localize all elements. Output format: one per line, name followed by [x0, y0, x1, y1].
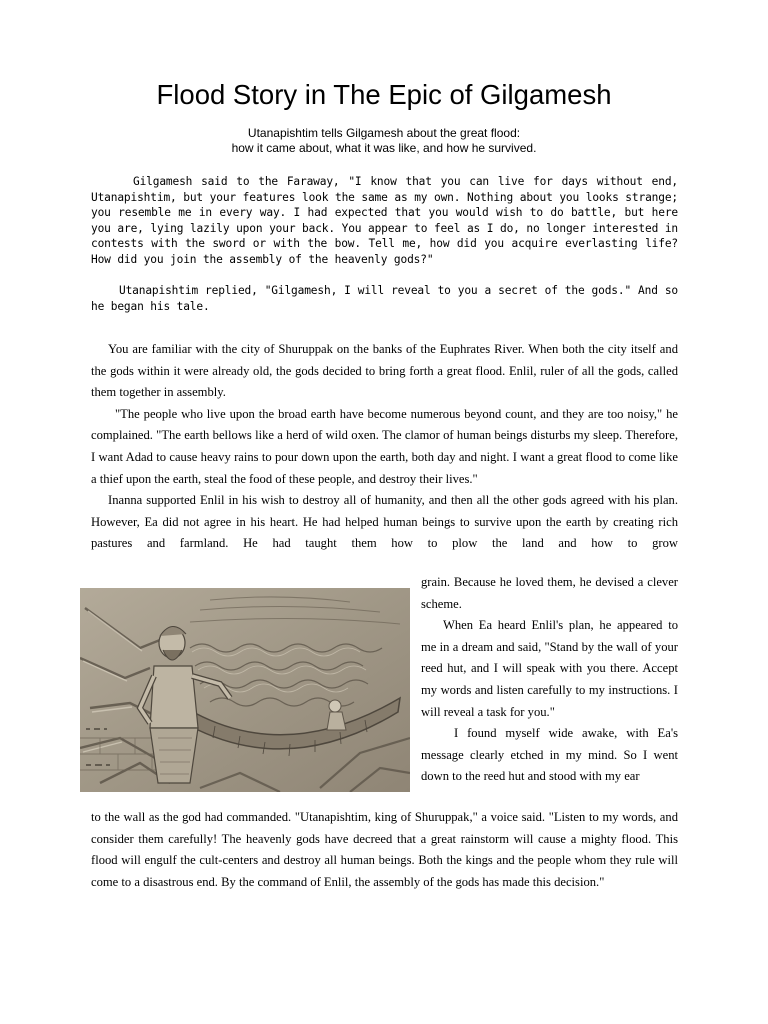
story-paragraph: grain. Because he loved them, he devised a clever scheme. — [421, 575, 678, 611]
story-right-column — [421, 572, 678, 788]
story-upper — [91, 339, 678, 555]
subtitle — [0, 126, 768, 156]
relief-illustration — [80, 588, 410, 792]
story-paragraph: When Ea heard Enlil's plan, he appeared to me in a dream and said, "Stand by the wall of your reed hut, and I will speak with you there. Accept my words and listen carefully to my instructions. I will reveal a task for you." — [421, 618, 678, 719]
story-paragraph: Inanna supported Enlil in his wish to destroy all of humanity, and then all the other gods agreed with his plan. However, Ea did not agree in his heart. He had helped human beings to survive upon the earth by creating rich pastures and farmland. He had taught them how to plow the land and how to grow — [91, 493, 678, 551]
story-paragraph: You are familiar with the city of Shuruppak on the banks of the Euphrates River. When both the city itself and the gods within it were already old, the gods decided to bring forth a great flood. Enlil, ruler of all the gods, called them together in assembly. — [91, 342, 678, 400]
story-paragraph: to the wall as the god had commanded. "Utanapishtim, king of Shuruppak," a voice said. "Listen to my words, and consider them carefully! The heavenly gods have decreed that a great rainstorm will cause a mighty flood. This flood will engulf the cult-centers and destroy all human beings. Both the kings and the people whom they rule will come to a disastrous end. By the command of Enlil, the assembly of the gods has made this decision." — [91, 810, 678, 889]
relief-sculpture-flood-boat-icon — [80, 588, 410, 792]
intro-paragraph-gilgamesh: Gilgamesh said to the Faraway, "I know that you can live for days without end, Utanapishtim, but your features look the same as my own. Nothing about you looks strange; you resemble me in every way. I had expected that you would wish to do battle, but here you are, lying lazily upon your back. You appear to feel as I do, no longer interested in contests with the sword or with the bow. Tell me, how did you acquire everlasting life? How did you join the assembly of the heavenly gods?" — [91, 175, 678, 266]
subtitle-line: how it came about, what it was like, and how he survived. — [231, 141, 537, 155]
story-paragraph: "The people who live upon the broad earth have become numerous beyond count, and they are too noisy," he complained. "The earth bellows like a herd of wild oxen. The clamor of human beings disturbs my sleep. Therefore, I want Adad to cause heavy rains to pour down upon the earth, both day and night. I want a great flood to come like a thief upon the earth, steal the food of these people, and destroy their lives." — [91, 406, 678, 486]
story-paragraph: I found myself wide awake, with Ea's message clearly etched in my mind. So I went down to the reed hut and stood with my ear — [421, 726, 678, 784]
story-lower — [91, 807, 678, 893]
page-title: Flood Story in The Epic of Gilgamesh — [156, 79, 612, 110]
subtitle-line: Utanapishtim tells Gilgamesh about the great flood: — [247, 126, 521, 140]
intro-paragraph-utanapishtim: Utanapishtim replied, "Gilgamesh, I will reveal to you a secret of the gods." And so he began his tale. — [91, 284, 678, 313]
